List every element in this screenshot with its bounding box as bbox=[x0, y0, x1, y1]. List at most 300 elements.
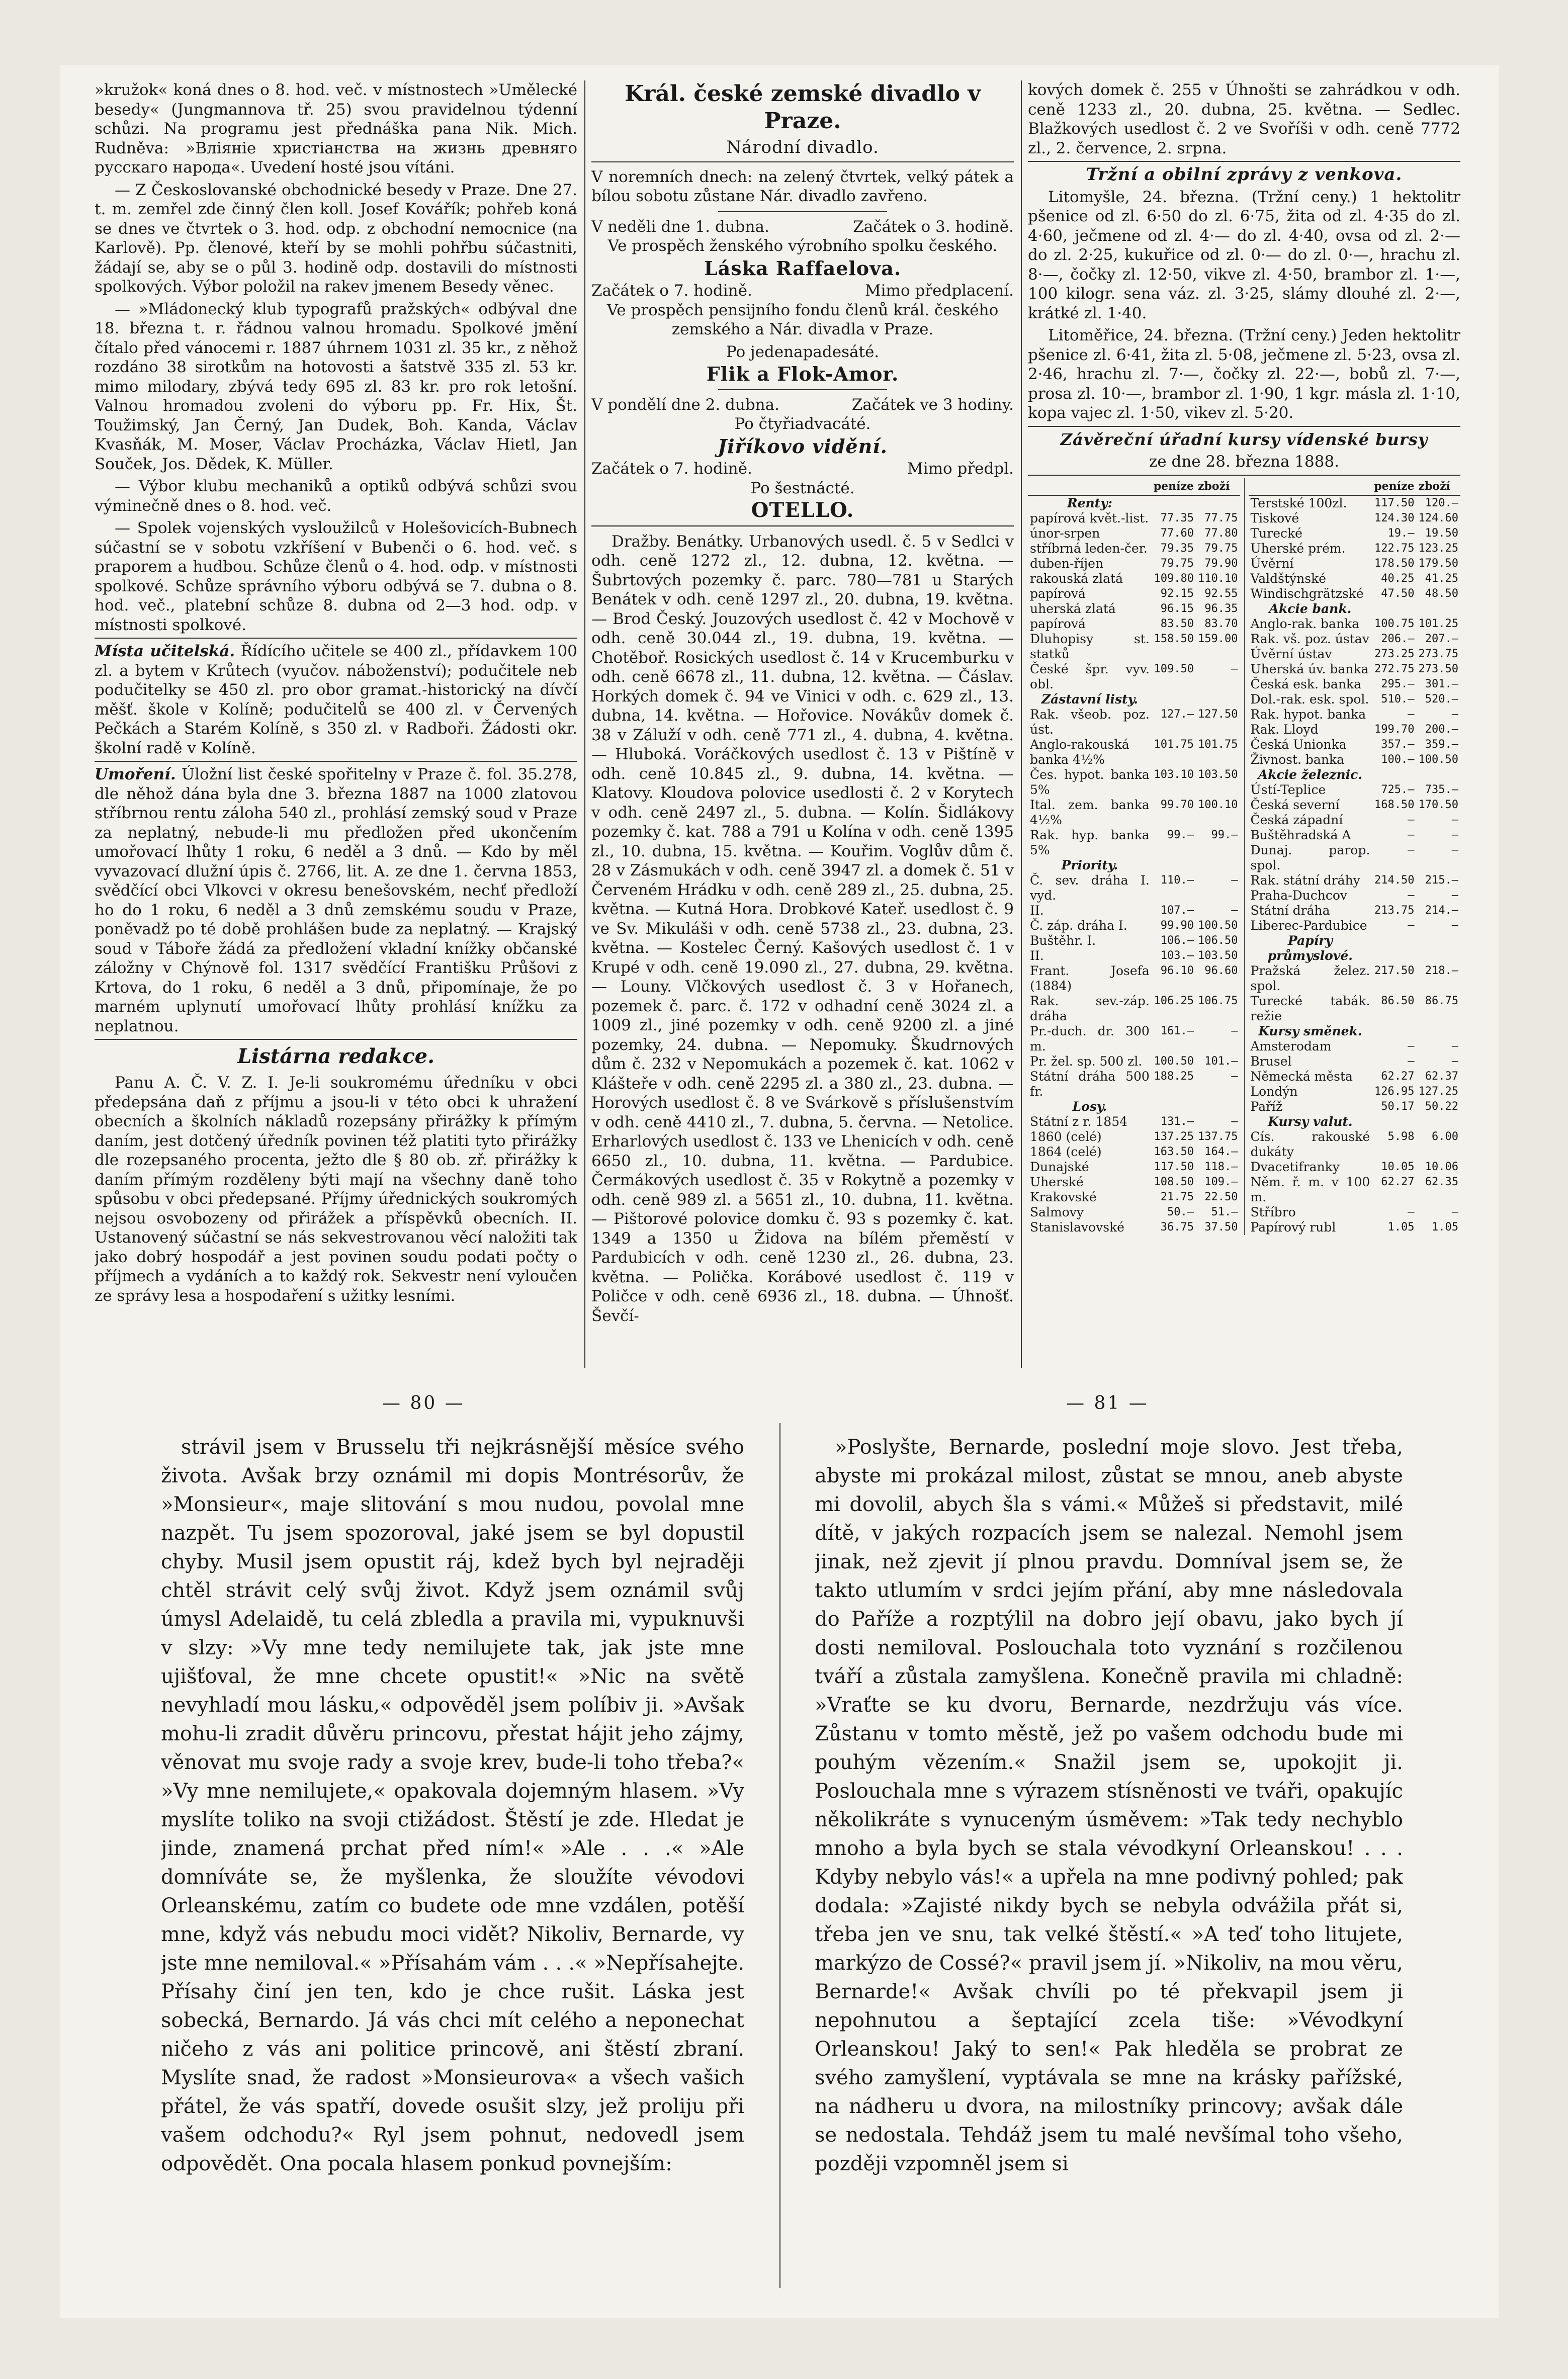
bursa-money bbox=[1372, 601, 1416, 616]
bursa-money bbox=[1372, 933, 1416, 963]
show-count: Po šestnácté. bbox=[750, 479, 855, 497]
bursa-name: Frant. Josefa (1884) bbox=[1030, 963, 1150, 993]
bursa-money: 62.27 bbox=[1381, 1070, 1415, 1083]
bursa-goods: 86.75 bbox=[1425, 994, 1459, 1007]
bursa-name: Česká esk. banka bbox=[1250, 676, 1361, 691]
bursa-money: 36.75 bbox=[1160, 1220, 1194, 1233]
show-purpose: Ve prospěch ženského výrobního spolku českého. bbox=[607, 237, 998, 255]
paragraph: — Spolek vojenských vysloužilců v Holešovicích-Bubnech súčastní se v sobotu vzkříšení v Bubenči o 6. hod. več. s praporem a hudbou. Schůze členů o 4. hod. odp. v místnosti spolkové. Schůze správního výboru odbývá se 7. dubna o 8. hod. več., platební schůze 8. dubna od 2—3 hod. odp. v místnosti spolkové. bbox=[95, 519, 577, 634]
bursa-row bbox=[1028, 526, 1240, 541]
bursa-name: Ústí-Teplice bbox=[1250, 782, 1326, 797]
bursa-name: Losy. bbox=[1072, 1099, 1107, 1114]
bursa-money: 107.— bbox=[1160, 904, 1194, 917]
bursa-goods: 110.10 bbox=[1198, 572, 1238, 585]
bursa-money: — bbox=[1408, 708, 1415, 721]
bursa-name: Akcie železnic. bbox=[1258, 767, 1363, 782]
bursa-row bbox=[1028, 963, 1240, 994]
bursa-name: Rak. hyp. banka 5% bbox=[1030, 827, 1150, 857]
bursa-name: Rak. hypot. banka bbox=[1250, 707, 1366, 722]
bursa-goods: 179.50 bbox=[1418, 557, 1459, 570]
theatre-title: Král. české zemské divadlo v Praze. bbox=[624, 81, 981, 134]
bursa-name: Anglo-rakouská banka 4½% bbox=[1030, 737, 1129, 767]
theatre-notice: V noremních dnech: na zelený čtvrtek, velký pátek a bílou sobotu zůstane Nár. divadlo zavřeno. bbox=[591, 167, 1014, 205]
bursa-money: — bbox=[1408, 843, 1415, 856]
bursa-name: Buštěhr. I. bbox=[1030, 933, 1096, 948]
bursa-goods: — bbox=[1231, 1115, 1238, 1128]
bursa-row bbox=[1249, 918, 1461, 933]
bursa-row bbox=[1249, 933, 1461, 963]
bursa-money: 178.50 bbox=[1374, 557, 1415, 570]
bursa-row bbox=[1249, 1069, 1461, 1084]
bursa-row bbox=[1028, 1054, 1240, 1069]
bursa-goods: 170.50 bbox=[1418, 798, 1459, 811]
bursa-money: 510.— bbox=[1381, 692, 1415, 706]
bursa-name: uherská zlatá bbox=[1030, 601, 1116, 616]
bursa-money: 5.98 bbox=[1387, 1130, 1415, 1143]
bursa-goods: 92.55 bbox=[1204, 587, 1238, 600]
bursa-goods: 62.35 bbox=[1425, 1175, 1459, 1188]
bursa-money: 1.05 bbox=[1387, 1220, 1415, 1233]
bursa-goods: 79.75 bbox=[1204, 542, 1238, 555]
bursa-goods: 22.50 bbox=[1204, 1190, 1238, 1203]
bursa-name: Windischgrätzské bbox=[1250, 586, 1364, 601]
bursa-goods: 101.— bbox=[1204, 1054, 1238, 1068]
bursa-name: Turecké tabák. režie bbox=[1250, 993, 1370, 1023]
paragraph: Řídícího učitele se 400 zl., přídavkem 100 zl. a bytem v Krůtech (vyučov. náboženství); podučitele neb podučitelky se 450 zl. pro obor gramat.-historický na dívčí měšť. škole v Kolíně; podučitelů se 400 zl. v Červených Pečkách a Starém Kolíně, s 350 zl. v Radboři. Žádosti okr. školní radě v Kolíně. bbox=[95, 642, 577, 757]
column-rule bbox=[584, 80, 585, 1368]
bursa-money: 295.— bbox=[1381, 677, 1415, 690]
bursa-row bbox=[1249, 1175, 1461, 1205]
paragraph: Panu A. Č. V. Z. I. Je-li soukromému úředníku v obci předepsána daň z příjmu a jsou-li v této obci k uhražení obecních a školních nákladů rozepsány přirážky k přímým daním, jest dotčený úředník povinen též platiti tyto přirážky dle rozepsaného procenta, ježto dle § 80 ob. zř. přirážky k daním přímým rozděleny býti mají na všechny daně toho spůsobu v obci předepsané. Příjmy úřednických soukromých nejsou osvobozeny od přirážek a příspěvků obecních. II. Ustanovený súčastní se nás sekvestrovanou věcí naložiti tak jako dobrý hospodář a jest povinen soudu podati počty o příjmech a vydáních a to každý rok. Sekvestr není vyloučen ze správy lesa a hospodaření s užitky lesními. bbox=[95, 1074, 577, 1305]
bursa-table bbox=[1028, 478, 1460, 1235]
bursa-name: Pr. žel. sp. 500 zl. bbox=[1030, 1053, 1143, 1069]
bursa-goods: 99.— bbox=[1211, 828, 1238, 841]
bursa-goods bbox=[1417, 933, 1460, 963]
bursa-row bbox=[1028, 994, 1240, 1024]
play-title: Flik a Flok-Amor. bbox=[706, 363, 899, 385]
bursa-money bbox=[1152, 1099, 1196, 1114]
bursa-money: 127.— bbox=[1160, 708, 1194, 721]
bursa-goods: 101.25 bbox=[1418, 617, 1459, 630]
section-heading: Listárna redakce. bbox=[237, 1044, 435, 1068]
bursa-row bbox=[1028, 541, 1240, 556]
bursa-name: Státní dráha 500 fr. bbox=[1030, 1069, 1150, 1099]
bursa-goods: 77.75 bbox=[1204, 511, 1238, 524]
page-number-right: — 81 — bbox=[1066, 1393, 1149, 1414]
bursa-money: 108.50 bbox=[1154, 1175, 1194, 1188]
bursa-money: 40.25 bbox=[1381, 572, 1415, 585]
bursa-table-left bbox=[1028, 478, 1240, 1235]
bursa-money: 217.50 bbox=[1374, 964, 1415, 977]
bursa-money bbox=[1152, 692, 1196, 707]
bursa-row bbox=[1028, 1220, 1240, 1235]
bursa-goods bbox=[1196, 858, 1240, 873]
bursa-goods: 124.60 bbox=[1418, 511, 1459, 524]
bursa-name: Liberec-Pardubice bbox=[1250, 918, 1367, 933]
bursa-goods: — bbox=[1451, 919, 1459, 932]
bursa-row bbox=[1028, 828, 1240, 858]
page-gutter bbox=[779, 1423, 780, 2288]
bursa-name: Dunajské bbox=[1030, 1159, 1089, 1174]
bursa-name: Něm. ř. m. v 100 m. bbox=[1250, 1174, 1370, 1204]
bursa-money bbox=[1152, 858, 1196, 873]
bursa-goods: 359.— bbox=[1425, 738, 1459, 751]
bursa-money: 77.35 bbox=[1160, 511, 1194, 524]
bursa-money: 109.80 bbox=[1154, 572, 1194, 585]
bursa-name: Stříbro bbox=[1250, 1204, 1296, 1219]
bursa-row bbox=[1249, 798, 1461, 813]
bursa-money: 83.50 bbox=[1160, 617, 1194, 630]
bursa-name: Č. sev. dráha I. vyd. bbox=[1030, 872, 1150, 903]
bursa-money: 47.50 bbox=[1381, 587, 1415, 600]
theatre-subtitle: Národní divadlo. bbox=[726, 137, 879, 157]
bursa-name: Dluhopisy st. statků bbox=[1030, 631, 1150, 661]
bursa-goods bbox=[1196, 692, 1240, 707]
bursa-goods: — bbox=[1231, 873, 1238, 887]
bursa-row bbox=[1028, 495, 1240, 511]
bursa-row bbox=[1249, 601, 1461, 616]
bursa-name: České špr. vyv. obl. bbox=[1030, 661, 1150, 691]
bursa-name: Praha-Duchcov bbox=[1250, 888, 1348, 903]
bursa-goods: 273.75 bbox=[1418, 647, 1459, 660]
bursa-row bbox=[1249, 616, 1461, 632]
bursa-money: 96.15 bbox=[1160, 602, 1194, 615]
bursa-money: 21.75 bbox=[1160, 1190, 1194, 1203]
bursa-row bbox=[1249, 767, 1461, 782]
bursa-money: 725.— bbox=[1381, 783, 1415, 796]
bursa-row bbox=[1249, 722, 1461, 737]
bursa-row bbox=[1028, 933, 1240, 948]
bursa-row bbox=[1249, 813, 1461, 828]
bursa-goods: 735.— bbox=[1425, 783, 1459, 796]
column-rule bbox=[1021, 80, 1022, 1368]
bursa-goods: 103.50 bbox=[1198, 949, 1238, 962]
bursa-row bbox=[1249, 1220, 1461, 1235]
bursa-row bbox=[1249, 526, 1461, 541]
bursa-goods: 41.25 bbox=[1425, 572, 1459, 585]
bursa-goods: 51.— bbox=[1211, 1205, 1238, 1218]
bursa-goods bbox=[1417, 601, 1460, 616]
bursa-row bbox=[1028, 1099, 1240, 1114]
bursa-row bbox=[1249, 571, 1461, 586]
bursa-money bbox=[1152, 495, 1196, 511]
bursa-money: 158.50 bbox=[1154, 632, 1194, 645]
bursa-name: Krakovské bbox=[1030, 1189, 1097, 1204]
bursa-name: Úvěrní bbox=[1250, 556, 1294, 571]
bursa-name: duben-říjen bbox=[1030, 556, 1104, 571]
bursa-name: Živnost. banka bbox=[1250, 752, 1344, 767]
bursa-money: 131.— bbox=[1160, 1115, 1194, 1128]
show-start: Začátek o 7. hodině. bbox=[591, 282, 752, 300]
section-heading: Tržní a obilní zprávy z venkova. bbox=[1086, 164, 1403, 185]
bursa-money: 79.75 bbox=[1160, 557, 1194, 570]
bursa-row bbox=[1249, 888, 1461, 903]
bursa-row bbox=[1028, 948, 1240, 963]
bursa-money: 99.— bbox=[1167, 828, 1194, 841]
bursa-goods: 120.— bbox=[1425, 496, 1459, 509]
bursa-row bbox=[1249, 1054, 1461, 1069]
bursa-row bbox=[1249, 903, 1461, 918]
bursa-money: 101.75 bbox=[1154, 738, 1194, 751]
bursa-money: 96.10 bbox=[1160, 964, 1194, 977]
play-title: OTELLO. bbox=[751, 498, 854, 522]
bursa-row bbox=[1028, 858, 1240, 873]
bursa-money bbox=[1372, 767, 1416, 782]
bursa-row bbox=[1249, 647, 1461, 662]
bursa-money: 100.50 bbox=[1154, 1054, 1194, 1068]
bursa-money: 110.— bbox=[1160, 873, 1194, 887]
bursa-money: 168.50 bbox=[1374, 798, 1415, 811]
bursa-name: rakouská zlatá bbox=[1030, 571, 1123, 586]
bursa-row bbox=[1028, 692, 1240, 707]
bursa-row bbox=[1028, 1160, 1240, 1175]
bursa-name: 1864 (celé) bbox=[1030, 1144, 1102, 1159]
bursa-goods: 200.— bbox=[1425, 723, 1459, 736]
bursa-name: Zástavní listy. bbox=[1041, 691, 1138, 707]
col-goods: zboží bbox=[1417, 478, 1460, 495]
bursa-row bbox=[1028, 1144, 1240, 1160]
bursa-money: 106.— bbox=[1160, 934, 1194, 947]
bursa-money: 137.25 bbox=[1154, 1130, 1194, 1143]
bursa-name: Priority. bbox=[1061, 857, 1118, 872]
bursa-money: — bbox=[1408, 889, 1415, 902]
bursa-goods: 19.50 bbox=[1425, 526, 1459, 540]
bursa-goods bbox=[1417, 1114, 1460, 1129]
bursa-row bbox=[1249, 1114, 1461, 1129]
bursa-row bbox=[1249, 632, 1461, 647]
story-right bbox=[815, 1433, 1403, 2298]
col-goods: zboží bbox=[1196, 478, 1240, 495]
bursa-name: Terstské 100zl. bbox=[1250, 495, 1347, 510]
bursa-money bbox=[1372, 1024, 1416, 1039]
paragraph: — »Mládonecký klub typografů pražských« odbýval dne 18. března t. r. řádnou valnou hromadu. Spolkové jmění čítalo před vánocemi r. 1887 úhrnem 1031 zl. 35 kr., z něhož rozdáno 38 sirotkům na hotovosti a šatstvě 335 zl. 53 kr. mimo milodary, zbývá tedy 695 zl. 83 kr. pro rok letošní. Valnou hromadou zvoleni do výboru pp. Fr. Hix, Št. Toužimský, Jan Černý, Jan Dudek, Boh. Kanda, Václav Kvasňák, M. Moser, Václav Procházka, Václav Hietl, Jan Souček, Jos. Dědek, K. Müller. bbox=[95, 300, 577, 473]
bursa-goods: 79.90 bbox=[1204, 557, 1238, 570]
bursa-name: Salmovy bbox=[1030, 1204, 1084, 1219]
bursa-money: 124.30 bbox=[1374, 511, 1415, 524]
bursa-money: 92.15 bbox=[1160, 587, 1194, 600]
bursa-goods: 207.— bbox=[1425, 632, 1459, 645]
show-count: Po jedenapadesáté. bbox=[726, 342, 880, 361]
bursa-row bbox=[1249, 1205, 1461, 1220]
bursa-name: Kursy valut. bbox=[1268, 1114, 1353, 1129]
bursa-goods: — bbox=[1451, 1205, 1459, 1218]
bursa-goods: 1.05 bbox=[1432, 1220, 1459, 1233]
bursa-row bbox=[1028, 616, 1240, 632]
bursa-row bbox=[1028, 918, 1240, 933]
bursa-row bbox=[1249, 994, 1461, 1024]
bursa-goods: 37.50 bbox=[1204, 1220, 1238, 1233]
bursa-goods: — bbox=[1231, 662, 1238, 675]
col-money: peníze bbox=[1372, 478, 1416, 495]
bursa-goods: 62.37 bbox=[1425, 1070, 1459, 1083]
paragraph: Litoměřice, 24. března. (Tržní ceny.) Jeden hektolitr pšenice zl. 6·41, žita zl. 5·08, ječmene zl. 5·23, ovsa zl. 2·46, hrachu zl. 7·—, čočky zl. 22·—, bobů zl. 7·—, prosa zl. 10·—, brambor zl. 1·90, 1 kgr. másla zl. 1·10, kopa vajec zl. 1·50, vikev zl. 5·20. bbox=[1028, 326, 1460, 422]
bursa-row bbox=[1249, 662, 1461, 677]
bursa-row bbox=[1249, 556, 1461, 571]
story-left bbox=[161, 1433, 744, 2298]
bursa-name: Rak. všeob. poz. úst. bbox=[1030, 707, 1150, 737]
bursa-goods: 164.— bbox=[1204, 1145, 1238, 1158]
bursa-name: Anglo-rak. banka bbox=[1250, 616, 1360, 631]
bursa-goods: 159.00 bbox=[1198, 632, 1238, 645]
bursa-goods: 520.— bbox=[1425, 692, 1459, 706]
show-start: Začátek ve 3 hodiny. bbox=[851, 395, 1014, 414]
bursa-goods bbox=[1196, 1099, 1240, 1114]
bursa-goods: 109.— bbox=[1204, 1175, 1238, 1188]
bursa-row bbox=[1028, 556, 1240, 571]
bursa-row bbox=[1028, 798, 1240, 828]
bursa-money: — bbox=[1408, 919, 1415, 932]
bursa-goods: 100.50 bbox=[1418, 753, 1459, 766]
bursa-name: Česká severní bbox=[1250, 797, 1340, 812]
bursa-name: Rak. sev.-záp. dráha bbox=[1030, 993, 1150, 1023]
col-money: peníze bbox=[1152, 478, 1196, 495]
show-count: Po čtyřiadvacáté. bbox=[734, 415, 871, 433]
bursa-row bbox=[1028, 707, 1240, 737]
auctions-paragraph: Dražby. Benátky. Urbanových usedl. č. 5 v Sedlci v odh. ceně 1272 zl., 12. dubna, 12. května. — Šubrtových pozemky č. parc. 780—781 u Starých Benátek v odh. ceně 1297 zl., 20. dubna, 19. května. — Brod Český. Jouzových usedlost č. 42 v Mochově v odh. ceně 30.044 zl., 19. dubna, 19. května. — Chotěboř. Rosických usedlost č. 14 v Krucemburku v odh. ceně 6678 zl., 11. dubna, 12. května. — Čáslav. Horkých domek č. 94 ve Vinici v odh. c. 629 zl., 13. dubna, 14. května. — Hořovice. Novákův domek č. 38 v Záluží v odh. ceně 771 zl., 4. dubna, 4. května. — Hluboká. Voráčkových usedlost č. 13 v Pištíně v odh. ceně 10.845 zl., 9. dubna, 14. května. — Klatovy. Kloudova polovice usedlosti č. 2 v Korytech v odh. ceně 2497 zl., 5. dubna. — Kolín. Šidlákovy pozemky č. kat. 788 a 791 u Kolína v odh. ceně 1395 zl., 10. dubna, 15. května. — Kouřim. Voglův dům č. 28 v Zásmukách v odh. ceně 3947 zl. a domek č. 51 v Červeném Hrádku v odh. ceně 289 zl., 25. dubna, 25. května. — Kutná Hora. Drobkové Kateř. usedlost č. 9 ve Sv. Mikuláši v odh. ceně 5738 zl., 23. dubna, 23. května. — Kostelec Černý. Kašových usedlost č. 1 v Krupé v odh. ceně 19.090 zl., 27. dubna, 29. května. — Louny. Vlčkových usedlost č. 3 v Hořanech, pozemek č. parc. č. 172 v odhadní ceně 3024 zl. a 1009 zl., jiné pozemky v odh. ceně 9200 zl. a jiné pozemky, 24. dubna. — Nepomuky. Škudrnových dům č. 232 v Nepomukách a pozemek č. kat. 1062 v Klášteře v odh. ceně 2295 zl. a 380 zl., 23. dubna. — Horových usedlost č. 8 ve Svárkově s příslušenstvím v odh. ceně 4410 zl., 7. dubna, 5. června. — Netolice. Erharlových usedlost č. 133 ve Lhenicích v odh. ceně 6650 zl., 10. dubna, 11. května. — Pardubice. Čermákových usedlost č. 35 v Rokytně a pozemky v odh. ceně 989 zl. a 5651 zl., 10. dubna, 11. května. — Pištorové polovice domku č. 93 s pozemky č. kat. 1349 a 1350 u Židova na bílém přeměstí v Pardubicích v odh. ceně 1230 zl., 26. dubna, 23. května. — Polička. Korábové usedlost č. 119 v Poličce v odh. ceně 6936 zl., 18. dubna. — Úhnošť. Ševčí- bbox=[591, 532, 1014, 1325]
bursa-goods: 101.75 bbox=[1198, 738, 1238, 751]
bursa-row bbox=[1028, 662, 1240, 692]
bursa-name: Tiskové bbox=[1250, 510, 1299, 525]
section-heading: Umoření. bbox=[95, 765, 176, 783]
bursa-name: Paříž bbox=[1250, 1099, 1283, 1114]
bursa-money: 272.75 bbox=[1374, 662, 1415, 675]
paragraph: — Výbor klubu mechaniků a optiků odbývá schůzi svou výminečně dnes o 8. hod. več. bbox=[95, 477, 577, 515]
bursa-row bbox=[1028, 632, 1240, 662]
bursa-name: Valdštýnské bbox=[1250, 571, 1327, 586]
show-day: V neděli dne 1. dubna. bbox=[591, 217, 769, 236]
page-number-left: — 80 — bbox=[382, 1393, 465, 1414]
bursa-money: 206.— bbox=[1381, 632, 1415, 645]
bursa-row bbox=[1249, 1129, 1461, 1160]
show-subscription: Mimo předpl. bbox=[907, 460, 1014, 478]
bursa-name: Buštěhradská A bbox=[1250, 827, 1351, 842]
bursa-goods: 215.— bbox=[1425, 873, 1459, 887]
bursa-money: 77.60 bbox=[1160, 526, 1194, 540]
bursa-row bbox=[1028, 873, 1240, 903]
bursa-goods: 301.— bbox=[1425, 677, 1459, 690]
bursa-name: stříbrná leden-čer. bbox=[1030, 541, 1148, 556]
bursa-money: 10.05 bbox=[1381, 1160, 1415, 1173]
bursa-money: 86.50 bbox=[1381, 994, 1415, 1007]
bursa-name: Renty: bbox=[1067, 495, 1112, 510]
bursa-money: 50.— bbox=[1167, 1205, 1194, 1218]
bursa-money: 126.95 bbox=[1374, 1085, 1415, 1098]
bursa-name: Akcie bank. bbox=[1269, 601, 1352, 616]
bursa-goods: — bbox=[1231, 1024, 1238, 1037]
bursa-goods: 48.50 bbox=[1425, 587, 1459, 600]
bursa-name: Amsterodam bbox=[1250, 1038, 1332, 1053]
show-subscription: Mimo předplacení. bbox=[864, 282, 1014, 300]
bursa-row bbox=[1028, 1024, 1240, 1054]
bursa-row bbox=[1249, 1039, 1461, 1054]
bursa-row bbox=[1028, 737, 1240, 767]
show-purpose: Ve prospěch pensijního fondu členů král. českého zemského a Nár. divadla v Praze. bbox=[606, 301, 999, 338]
bursa-goods: 106.75 bbox=[1198, 994, 1238, 1007]
bursa-name: Uherské prém. bbox=[1250, 541, 1346, 556]
bursa-row bbox=[1028, 903, 1240, 918]
bursa-row bbox=[1249, 752, 1461, 767]
bursa-row bbox=[1028, 1114, 1240, 1129]
bursa-goods: — bbox=[1231, 904, 1238, 917]
paragraph: Úložní list české spořitelny v Praze č. fol. 35.278, dle něhož dána byla dne 3. března 1887 na 1000 zlatovou stříbrnou rentu záloha 540 zl., prohlásí zemský soud v Praze za neplatný, nebude-li mu předložen před ukončením umořovací lhůty 1 roku, 6 neděl a 3 dnů. — Kdo by měl vyvazovací dlužní úpis č. 2766, lit. A. ze dne 1. června 1853, svědčící obci Vlkovci v okresu benešovském, nechť předloží ho do 1 roku, 6 neděl a 3 dnů zemskému soudu v Praze, poněvadž po té době prohlášen bude za neplatný. — Krajský soud v Táboře žádá za předložení vkladní knížky občanské záložny v Chýnově fol. 1317 svědčící Františku Průšovi z Krtova, do 1 roku, 6 neděl a 3 dnů, připomínaje, že po marném uplynutí umořovací lhůty prohlásí knížku za neplatnou. bbox=[95, 765, 577, 1035]
bursa-goods: 100.50 bbox=[1198, 919, 1238, 932]
bursa-goods bbox=[1417, 767, 1460, 782]
bursa-row bbox=[1028, 767, 1240, 798]
bursa-row bbox=[1249, 843, 1461, 873]
bursa-money: 79.35 bbox=[1160, 542, 1194, 555]
bursa-goods: — bbox=[1451, 813, 1459, 826]
left-column bbox=[95, 80, 577, 1363]
bursa-goods: — bbox=[1451, 843, 1459, 856]
bursa-goods: — bbox=[1451, 708, 1459, 721]
bursa-money: 163.50 bbox=[1154, 1145, 1194, 1158]
bursa-money: 100.— bbox=[1381, 753, 1415, 766]
bursa-goods: 100.10 bbox=[1198, 798, 1238, 811]
bursa-row bbox=[1028, 511, 1240, 526]
paragraph: »kružok« koná dnes o 8. hod. več. v místnostech »Umělecké besedy« (Jungmannova tř. 25) svou pravidelnou týdenní schůzi. Na programu jest přednáška pana Nik. Mich. Rudněva: »Вліяніе христіанства на жизнь древняго русскаго народа«. Uvedení hosté jsou vítáni. bbox=[95, 81, 577, 177]
bursa-goods: 118.— bbox=[1204, 1160, 1238, 1173]
show-start: Začátek o 3. hodině. bbox=[853, 217, 1014, 236]
bursa-money: — bbox=[1408, 1205, 1415, 1218]
bursa-goods: 96.60 bbox=[1204, 964, 1238, 977]
bursa-name: Pr.-duch. dr. 300 m. bbox=[1030, 1023, 1150, 1053]
bursa-name: Státní z r. 1854 bbox=[1030, 1114, 1128, 1129]
bursa-money: 117.50 bbox=[1154, 1160, 1194, 1173]
bursa-money: 188.25 bbox=[1154, 1070, 1194, 1083]
bursa-row bbox=[1249, 495, 1461, 511]
bursa-name: Státní dráha bbox=[1250, 903, 1330, 918]
bursa-goods: 123.25 bbox=[1418, 542, 1459, 555]
bursa-name: papírová bbox=[1030, 586, 1086, 601]
bursa-money: 50.17 bbox=[1381, 1100, 1415, 1113]
bursa-money: 19.— bbox=[1387, 526, 1415, 540]
paragraph: kových domek č. 255 v Úhnošti se zahrádkou v odh. ceně 1233 zl., 20. dubna, 25. května. — Sedlec. Blažkových usedlost č. 2 ve Svoříši v odh. ceně 7772 zl., 2. července, 2. srpna. bbox=[1028, 81, 1460, 157]
bursa-name: 1860 (celé) bbox=[1030, 1129, 1102, 1144]
play-title: Láska Raffaelova. bbox=[704, 256, 902, 280]
bursa-money: 99.90 bbox=[1160, 919, 1194, 932]
bursa-name: Papíry průmyslové. bbox=[1267, 933, 1353, 963]
bursa-row bbox=[1028, 571, 1240, 586]
story-text: »Poslyšte, Bernarde, poslední moje slovo. Jest třeba, abyste mi prokázal milost, zůstat se mnou, aneb abyste mi dovolil, abych šla s vámi.« Můžeš si představit, milé dítě, v jakých rozpacích jsem se nalezal. Nemohl jsem jinak, než zjevit jí plnou pravdu. Domníval jsem se, že takto utlumím v srdci jejím přání, aby mne následovala do Paříže a rozptýlil na dobro její obavu, jako bych jí dosti nemiloval. Poslouchala toto vyznání s rozčilenou tváří a zůstala zamyšlena. Konečně pravila mi chladně: »Vraťte se ku dvoru, Bernarde, nezdržuju vás více. Zůstanu v tomto městě, jež po vašem odchodu bude mi pouhým vězením.« Snažil jsem se, upokojit ji. Poslouchala mne s výrazem stísněnosti ve tváři, opakujíc několikráte s vynuceným úsměvem: »Tak tedy nechyblo mnoho a byla bych se stala vévodkyní Orleanskou! . . . Kdyby nebylo vás!« a upřela na mne podivný pohled; pak dodala: »Zajisté nikdy bych se nebyla odvážila přát si, třeba jen ve snu, tak velké štěstí.« »A teď toho litujete, markýzo de Cossé?« pravil jsem jí. »Nikoliv, na mou věru, Bernarde!« Avšak chvíli po té překvapil jsem ji nepohnutou a šeptající zcela tiše: »Vévodkyní Orleanskou! Jaký to sen!« Pak hleděla se probrat ze svého zamyšlení, vyptávala se mne na krásky pařížské, na nádheru u dvora, na milostníky princovy; avšak dále se nedostala. Tehdáž jsem tu malé nevšímal toho všeho, později vzpomněl jsem si bbox=[815, 1436, 1403, 2175]
bursa-goods: 103.50 bbox=[1198, 768, 1238, 781]
bursa-row bbox=[1028, 1190, 1240, 1205]
bursa-row bbox=[1028, 1175, 1240, 1190]
bursa-row bbox=[1249, 541, 1461, 556]
bursa-goods: 127.50 bbox=[1198, 708, 1238, 721]
bursa-name: papírová bbox=[1030, 616, 1086, 631]
play-title: Jiříkovo vidění. bbox=[718, 434, 888, 458]
bursa-date: ze dne 28. března 1888. bbox=[1149, 453, 1340, 471]
bursa-name: Cís. rakouské dukáty bbox=[1250, 1129, 1370, 1159]
bursa-money: 199.70 bbox=[1374, 723, 1415, 736]
bursa-row bbox=[1249, 782, 1461, 798]
bursa-row bbox=[1249, 828, 1461, 843]
bursa-goods: 106.50 bbox=[1198, 934, 1238, 947]
bursa-name: Uherská úv. banka bbox=[1250, 661, 1369, 676]
bursa-row bbox=[1028, 1129, 1240, 1144]
bursa-row bbox=[1249, 1099, 1461, 1114]
bursa-goods: 137.75 bbox=[1198, 1130, 1238, 1143]
bursa-row bbox=[1249, 1160, 1461, 1175]
bursa-goods: 127.25 bbox=[1418, 1085, 1459, 1098]
bursa-name: Česká Unionka bbox=[1250, 737, 1347, 752]
bursa-money: — bbox=[1408, 828, 1415, 841]
newspaper-page bbox=[60, 65, 1499, 2318]
bursa-goods: 273.50 bbox=[1418, 662, 1459, 675]
bursa-money: 109.50 bbox=[1154, 662, 1194, 675]
bursa-name: Stanislavovské bbox=[1030, 1219, 1124, 1235]
bursa-money: 213.75 bbox=[1374, 904, 1415, 917]
